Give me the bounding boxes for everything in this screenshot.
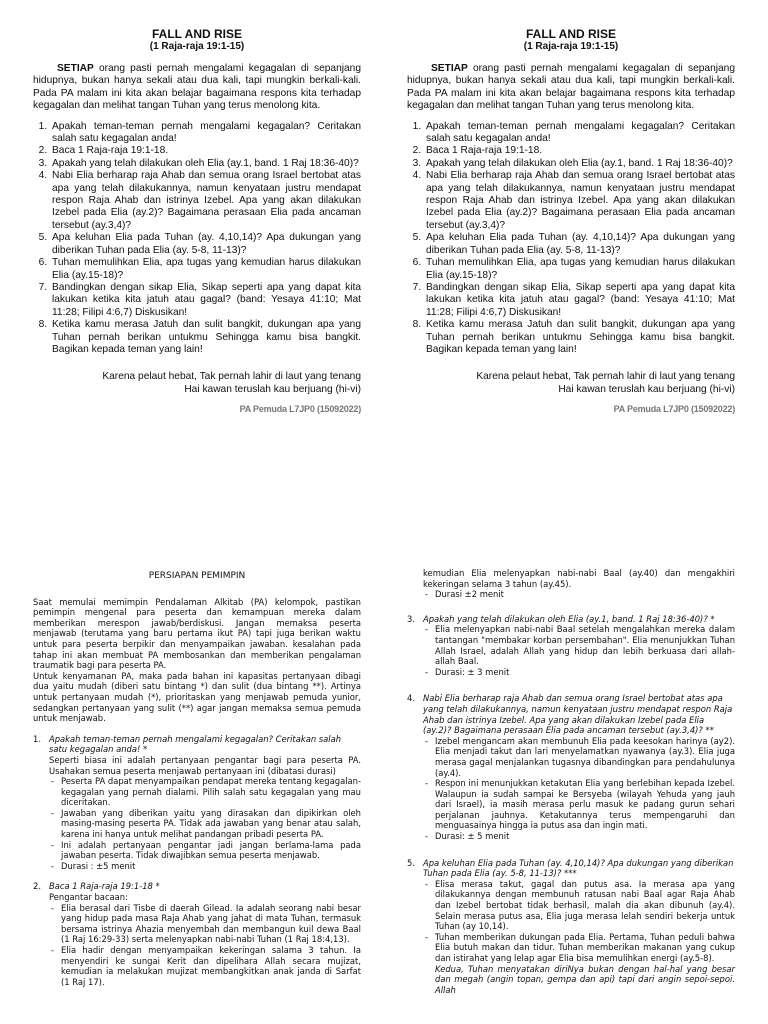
question-item: 5. Apa keluhan Elia pada Tuhan (ay. 4,10,14)? Apa dukungan yang diberikan Tuhan pada Elia (ay. 5-8, 11-13)? [50,232,361,257]
handout-subtitle: (1 Raja-raja 19:1-15) [149,41,245,52]
leader-guide-right [407,568,735,1005]
guide-heading: PERSIAPAN PEMIMPIN [148,571,246,581]
guide-bullet: - Elia berasal dari Tisbe di daerah Gilead. Ia adalah seorang nabi besar yang hidup pada masa Raja Ahab yang jahat di mata Tuhan, termasuk bersama istrinya Ahazia menyembah dan membangun kuil dewa Baal (1 Raj 16:29-33) serta melenyapkan nabi-nabi Tuhan (1 Raj 18:4,13). [61,903,361,945]
handout-title: FALL AND RISE [151,27,242,41]
question-item: 3. Apakah yang telah dilakukan oleh Elia (ay.1, band. 1 Raj 18:36-40)? [50,158,361,170]
question-list [407,121,735,357]
guide-bullet: - Ini adalah pertanyaan pengantar jadi jangan berlama-lama pada jawaban peserta. Tidak diwajibkan semua peserta menjawab. [61,840,361,861]
question-item: 6. Tuhan memulihkan Elia, apa tugas yang kemudian harus dilakukan Elia (ay.15-18)? [50,257,361,282]
question-list [33,121,361,357]
guide-bullet: - Jawaban yang diberikan yaitu yang dirasakan dan dipikirkan oleh masing-masing peserta PA. Tidak ada jawaban yang benar atau salah, karena ini hanya untuk melihat pandangan pribadi peserta PA. [61,808,361,840]
question-item: 1. Apakah teman-teman pernah mengalami kegagalan? Ceritakan salah satu kegagalan anda! [50,121,361,146]
guide-bullet: - Durasi: ± 3 menit [435,667,735,678]
guide-question-1: 1. Apakah teman-teman pernah mengalami kegagalan? Ceritakan salah satu kegagalan anda! * Seperti biasa ini adalah pertanyaan pengantar bagi para peserta PA. Usahakan semua peserta menjawab pertanyaan ini (dibatasi durasi) - Peserta PA dapat menyampaikan pendapat mereka tentang kegagalan-kegagalan yang pernah dialami. Pilih salah satu kegagalan yang mau diceritakan. - Jawaban yang diberikan yaitu yang dirasakan dan dipikirkan oleh masing-masing peserta PA. Tidak ada jawaban yang benar atau salah, karena ini hanya untuk melihat pandangan pribadi peserta PA. - Ini adalah pertanyaan pengantar jadi jangan berlama-lama pada jawaban peserta. Tidak diwajibkan semua peserta menjawab. - Durasi : ±5 menit [33,734,361,872]
question-item: 7. Bandingkan dengan sikap Elia, Sikap seperti apa yang dapat kita lakukan ketika kita jatuh atau gagal? (band: Yesaya 41:10; Mat 11:28; Filipi 4:6,7) Diskusikan! [424,282,735,319]
guide-continuation: kemudian Elia melenyapkan nabi-nabi Baal (ay.40) dan mengakhiri kekeringan selama 3 tahun (ay.45). - Durasi ±2 menit [407,568,735,600]
guide-bullet: - Peserta PA dapat menyampaikan pendapat mereka tentang kegagalan-kegagalan yang pernah dialami. Pilih salah satu kegagalan yang mau diceritakan. [61,776,361,808]
handout-title: FALL AND RISE [525,27,616,41]
question-item: 2. Baca 1 Raja-raja 19:1-18. [50,145,361,157]
question-item: 8. Ketika kamu merasa Jatuh dan sulit bangkit, dukungan apa yang Tuhan pernah berikan untukmu Sehingga kamu bisa bangkit. Bagikan kepada teman yang lain! [424,319,735,356]
guide-bullet: - Respon ini menunjukkan ketakutan Elia yang berlebihan kepada Izebel. Walaupun ia sudah sampai ke Bersyeba (wilayah Yehuda yang jauh dari Israel), ia masih merasa perlu masuk ke padang gurun sehari perjalanan jauhnya. Ketakutannya terus mempengaruhi dan menguasainya hingga ia putus asa dan ingin mati. [435,778,735,831]
question-item: 4. Nabi Elia berharap raja Ahab dan semua orang Israel bertobat atas apa yang telah dilakukannya, namun kenyataan justru mendapat respon Raja Ahab dan istrinya Izebel. Apa yang akan dilakukan Izebel pada Elia (ay.2)? Bagaimana perasaan Elia pada ancaman tersebut (ay.3,4)? [424,170,735,232]
guide-bullet-continuation: Kedua, Tuhan menyatakan diriNya bukan dengan hal-hal yang besar dan megah (angin topan, gempa dan api) tapi dari angin sepoi-sepoi. Allah [435,963,735,995]
guide-question-4: 4. Nabi Elia berharap raja Ahab dan semua orang Israel bertobat atas apa yang telah dilakukannya, namun kenyataan justru mendapat respon Raja Ahab dan istrinya Izebel. Apa yang akan dilakukan Izebel pada Elia (ay.2)? Bagaimana perasaan Elia pada ancaman tersebut (ay.3,4)? ** - Izebel mengancam akan membunuh Elia pada keesokan harinya (ay2). Elia menjadi takut dan lari menyelamatkan nyawanya (ay.3). Elia juga merasa gagal menjalankan tugasnya dibandingkan para pendahulunya (ay.4). - Respon ini menunjukkan ketakutan Elia yang berlebihan kepada Izebel. Walaupun ia sudah sampai ke Bersyeba (wilayah Yehuda yang jauh dari Israel), ia masih merasa perlu masuk ke padang gurun sehari perjalanan jauhnya. Ketakutannya terus mempengaruhi dan menguasainya hingga ia putus asa dan ingin mati. - Durasi: ± 5 menit [407,693,735,841]
question-item: 4. Nabi Elia berharap raja Ahab dan semua orang Israel bertobat atas apa yang telah dilakukannya, namun kenyataan justru mendapat respon Raja Ahab dan istrinya Izebel. Apa yang akan dilakukan Izebel pada Elia (ay.2)? Bagaimana perasaan Elia pada ancaman tersebut (ay.3,4)? [50,170,361,232]
question-item: 8. Ketika kamu merasa Jatuh dan sulit bangkit, dukungan apa yang Tuhan pernah berikan untukmu Sehingga kamu bisa bangkit. Bagikan kepada teman yang lain! [50,319,361,356]
document-code: PA Pemuda L7JP0 (15092022) [613,404,735,415]
handout-left [33,27,361,416]
guide-bullet: - Elia hadir dengan menyampaikan kekeringan salama 3 tahun. Ia menyendiri ke sungai Kerit dan dipelihara Allah secara mujizat, kemudian ia melakukan mujizat membangkitkan anak janda di Sarfat (1 Raj 17). [61,945,361,987]
guide-intro: Untuk kenyamanan PA, maka pada bahan ini kapasitas pertanyaan dibagi dua yaitu mudah (diberi satu bintang *) dan sulit (dua bintang **). Artinya untuk pertanyaan mudah (*), prioritaskan yang menjawab pemuda yunior, sedangkan pertanyaan yang sulit (**) agar jangan memaksa semua pemuda untuk menjawab. [33,670,361,724]
handout-right [407,27,735,416]
handout-intro: SETIAP orang pasti pernah mengalami kegagalan di sepanjang hidupnya, bukan hanya sekali atau dua kali, tapi mungkin berkali-kali. Pada PA malam ini kita akan belajar bagaimana respons kita terhadap kegagalan dan melihat tangan Tuhan yang terus menolong kita. [33,63,361,112]
guide-bullet: - Elisa merasa takut, gagal dan putus asa. Ia merasa apa yang dilakukannya dengan membunuh ratusan nabi Baal agar Raja Ahab dan Izebel bertobat tidak berhasil, malah dia akan dibunuh (ay.4). Selain merasa putus asa, Elia juga merasa lelah sendiri bekerja untuk Tuhan (ay 10,14). [435,879,735,932]
guide-intro: Saat memulai memimpin Pendalaman Alkitab (PA) kelompok, pastikan pemimpin mengenal para peserta dan kemampuan mereka dalam memberikan merespon jawab/berdiskusi. Jangan memaksa peserta menjawab (terutama yang baru pertama ikut PA) tapi juga berikan waktu untuk para peserta berpikir dan menyampaikan jawaban. kesalahan pada tahap ini akan membuat PA membosankan dan memberikan pengalaman traumatik bagi para peserta PA. [33,596,361,671]
question-item: 1. Apakah teman-teman pernah mengalami kegagalan? Ceritakan salah satu kegagalan anda! [424,121,735,146]
guide-question-5: 5. Apa keluhan Elia pada Tuhan (ay. 4,10,14)? Apa dukungan yang diberikan Tuhan pada Elia (ay. 5-8, 11-13)? *** - Elisa merasa takut, gagal dan putus asa. Ia merasa apa yang dilakukannya dengan membunuh ratusan nabi Baal agar Raja Ahab dan Izebel bertobat tidak berhasil, malah dia akan dibunuh (ay.4). Selain merasa putus asa, Elia juga merasa lelah sendiri bekerja untuk Tuhan (ay 10,14). - Tuhan memberikan dukungan pada Elia. Pertama, Tuhan peduli bahwa Elia butuh makan dan tidur. Tuhan memberikan makanan yang cukup dan istirahat yang lelap agar Elia bisa memulihkan energi (ay.5-8). Kedua, Tuhan menyatakan diriNya bukan dengan hal-hal yang besar dan megah (angin topan, gempa dan api) tapi dari angin sepoi-sepoi. Allah [407,858,735,996]
handout-subtitle: (1 Raja-raja 19:1-15) [523,41,619,52]
guide-bullet: - Tuhan memberikan dukungan pada Elia. Pertama, Tuhan peduli bahwa Elia butuh makan dan tidur. Tuhan memberikan makanan yang cukup dan istirahat yang lelap agar Elia bisa memulihkan energi (ay.5-8). [435,932,735,964]
question-item: 3. Apakah yang telah dilakukan oleh Elia (ay.1, band. 1 Raj 18:36-40)? [424,158,735,170]
leader-guide-left [33,571,361,997]
closing-quote: Karena pelaut hebat, Tak pernah lahir di laut yang tenang Hai kawan teruslah kau berjuang (hi-vi) [476,371,735,396]
closing-quote: Karena pelaut hebat, Tak pernah lahir di laut yang tenang Hai kawan teruslah kau berjuang (hi-vi) [102,371,361,396]
guide-question-2: 2. Baca 1 Raja-raja 19:1-18 * Pengantar bacaan: - Elia berasal dari Tisbe di daerah Gilead. Ia adalah seorang nabi besar yang hidup pada masa Raja Ahab yang jahat di mata Tuhan, termasuk bersama istrinya Ahazia menyembah dan membangun kuil dewa Baal (1 Raj 16:29-33) serta melenyapkan nabi-nabi Tuhan (1 Raj 18:4,13). - Elia hadir dengan menyampaikan kekeringan salama 3 tahun. Ia menyendiri ke sungai Kerit dan dipelihara Allah secara mujizat, kemudian ia melakukan mujizat membangkitkan anak janda di Sarfat (1 Raj 17). [33,881,361,987]
question-item: 6. Tuhan memulihkan Elia, apa tugas yang kemudian harus dilakukan Elia (ay.15-18)? [424,257,735,282]
question-item: 5. Apa keluhan Elia pada Tuhan (ay. 4,10,14)? Apa dukungan yang diberikan Tuhan pada Elia (ay. 5-8, 11-13)? [424,232,735,257]
question-item: 7. Bandingkan dengan sikap Elia, Sikap seperti apa yang dapat kita lakukan ketika kita jatuh atau gagal? (band: Yesaya 41:10; Mat 11:28; Filipi 4:6,7) Diskusikan! [50,282,361,319]
guide-bullet: - Durasi : ±5 menit [61,861,361,872]
guide-bullet: - Durasi ±2 menit [435,589,735,600]
question-item: 2. Baca 1 Raja-raja 19:1-18. [424,145,735,157]
guide-bullet: - Elia melenyapkan nabi-nabi Baal setelah mengalahkan mereka dalam tantangan "membakar korban persembahan". Elia menunjukkan Tuhan Allah Israel, adalah Allah yang hidup dan lebih berkuasa dari allah-allah Baal. [435,624,735,666]
guide-bullet: - Durasi: ± 5 menit [435,831,735,842]
guide-bullet: - Izebel mengancam akan membunuh Elia pada keesokan harinya (ay2). Elia menjadi takut dan lari menyelamatkan nyawanya (ay.3). Elia juga merasa gagal menjalankan tugasnya dibandingkan para pendahulunya (ay.4). [435,736,735,778]
handout-intro: SETIAP orang pasti pernah mengalami kegagalan di sepanjang hidupnya, bukan hanya sekali atau dua kali, tapi mungkin berkali-kali. Pada PA malam ini kita akan belajar bagaimana respons kita terhadap kegagalan dan melihat tangan Tuhan yang terus menolong kita. [407,63,735,112]
document-code: PA Pemuda L7JP0 (15092022) [239,404,361,415]
guide-question-3: 3. Apakah yang telah dilakukan oleh Elia (ay.1, band. 1 Raj 18:36-40)? * - Elia melenyapkan nabi-nabi Baal setelah mengalahkan mereka dalam tantangan "membakar korban persembahan". Elia menunjukkan Tuhan Allah Israel, adalah Allah yang hidup dan lebih berkuasa dari allah-allah Baal. - Durasi: ± 3 menit [407,614,735,678]
